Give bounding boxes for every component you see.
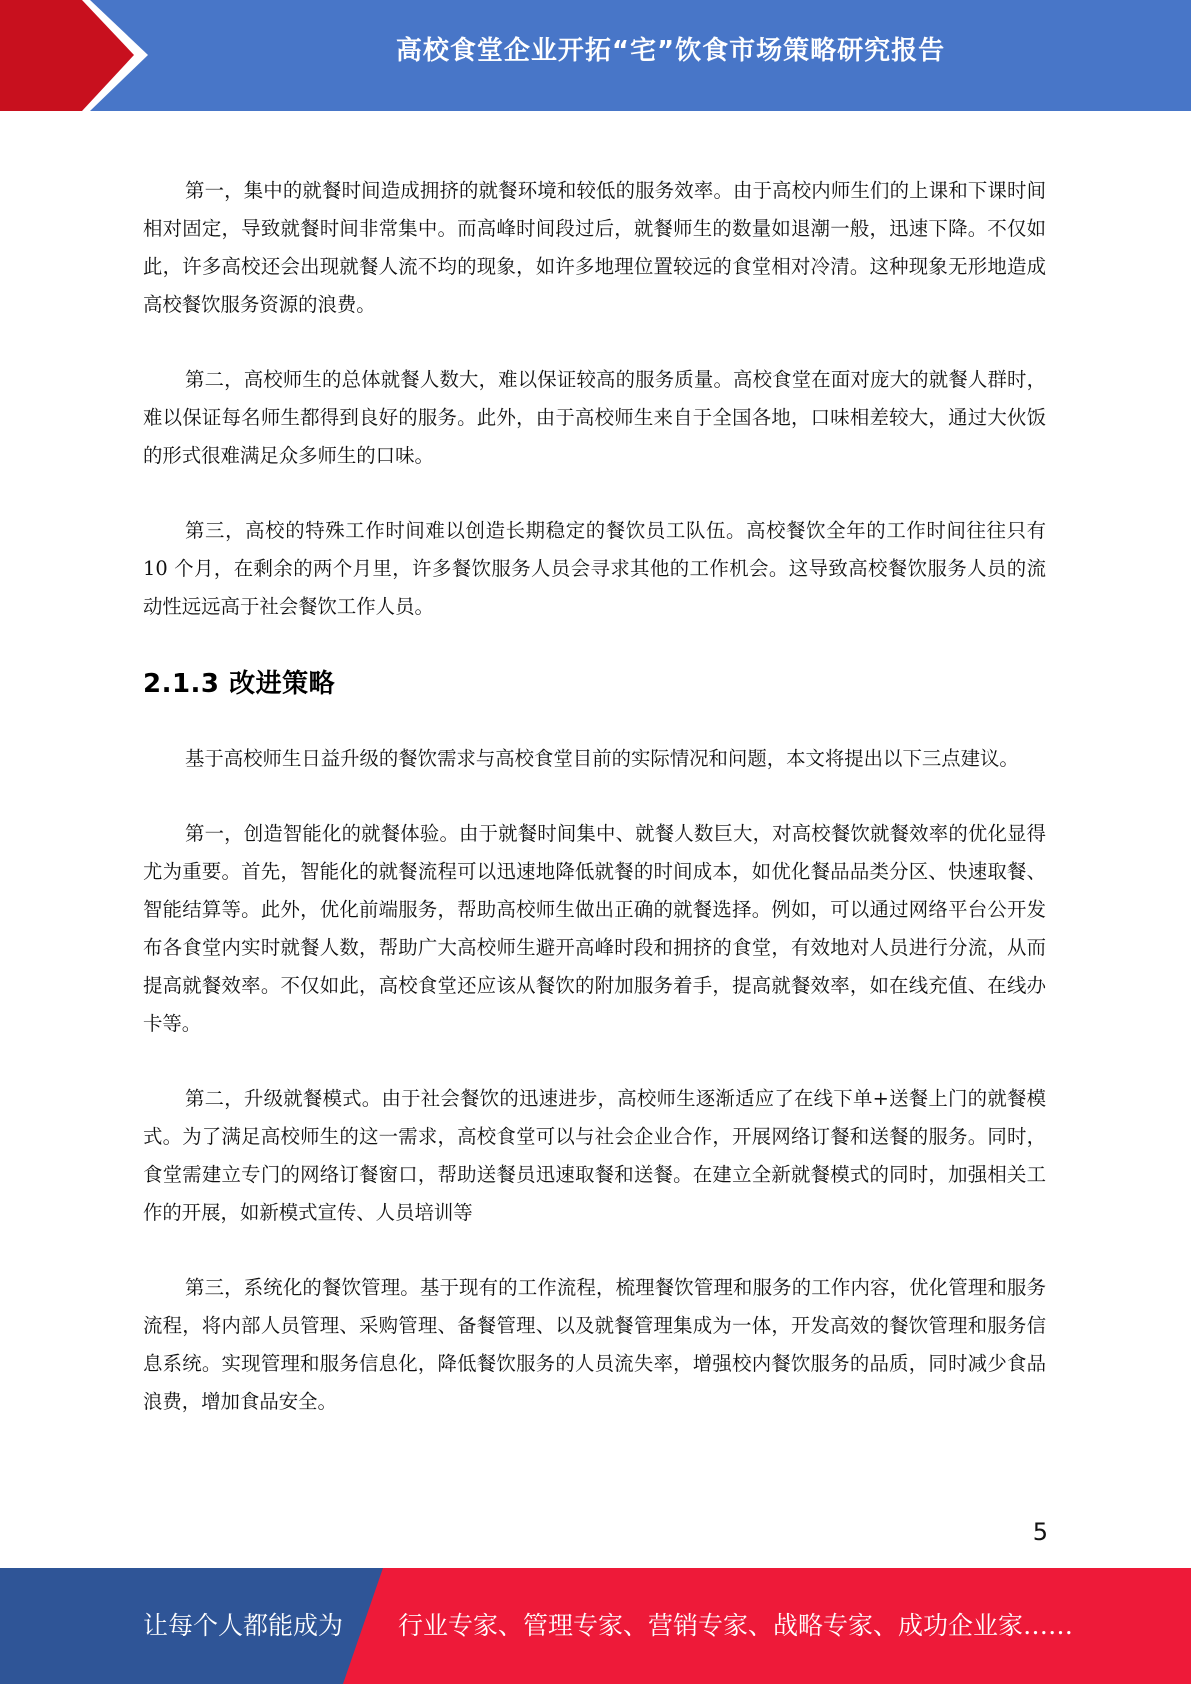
page-header — [0, 0, 1191, 111]
paragraph: 第一，创造智能化的就餐体验。由于就餐时间集中、就餐人数巨大，对高校餐饮就餐效率的优化显得尤为重要。首先，智能化的就餐流程可以迅速地降低就餐的时间成本，如优化餐品品类分区、快速取餐、智能结算等。此外，优化前端服务，帮助高校师生做出正确的就餐选择。例如，可以通过网络平台公开发布各食堂内实时就餐人数，帮助广大高校师生避开高峰时段和拥挤的食堂，有效地对人员进行分流，从而提高就餐效率。不仅如此，高校食堂还应该从餐饮的附加服务着手，提高就餐效率，如在线充值、在线办卡等。 — [143, 822, 1046, 1035]
paragraph: 第二，高校师生的总体就餐人数大，难以保证较高的服务质量。高校食堂在面对庞大的就餐人群时，难以保证每名师生都得到良好的服务。此外，由于高校师生来自于全国各地，口味相差较大，通过大伙饭的形式很难满足众多师生的口味。 — [143, 368, 1046, 467]
footer-slogan-right: 行业专家、管理专家、营销专家、战略专家、成功企业家…… — [398, 1611, 1074, 1640]
paragraph: 第三，系统化的餐饮管理。基于现有的工作流程，梳理餐饮管理和服务的工作内容，优化管理和服务流程，将内部人员管理、采购管理、备餐管理、以及就餐管理集成为一体，开发高效的餐饮管理和服务信息系统。实现管理和服务信息化，降低餐饮服务的人员流失率，增强校内餐饮服务的品质，同时减少食品浪费，增加食品安全。 — [143, 1276, 1046, 1413]
page-number: 5 — [1032, 1518, 1048, 1546]
section-heading: 2.1.3 改进策略 — [143, 669, 336, 699]
paragraph: 第一，集中的就餐时间造成拥挤的就餐环境和较低的服务效率。由于高校内师生们的上课和下课时间相对固定，导致就餐时间非常集中。而高峰时间段过后，就餐师生的数量如退潮一般，迅速下降。不仅如此，许多高校还会出现就餐人流不均的现象，如许多地理位置较远的食堂相对冷清。这种现象无形地造成高校餐饮服务资源的浪费。 — [143, 179, 1046, 316]
page-footer — [0, 1568, 1191, 1684]
paragraph: 基于高校师生日益升级的餐饮需求与高校食堂目前的实际情况和问题，本文将提出以下三点建议。 — [185, 747, 1019, 770]
paragraph: 第三，高校的特殊工作时间难以创造长期稳定的餐饮员工队伍。高校餐饮全年的工作时间往往只有 10 个月，在剩余的两个月里，许多餐饮服务人员会寻求其他的工作机会。这导致高校餐饮服务人员的流动性远远高于社会餐饮工作人员。 — [143, 519, 1046, 618]
paragraph: 第二，升级就餐模式。由于社会餐饮的迅速进步，高校师生逐渐适应了在线下单+送餐上门的就餐模式。为了满足高校师生的这一需求，高校食堂可以与社会企业合作，开展网络订餐和送餐的服务。同时，食堂需建立专门的网络订餐窗口，帮助送餐员迅速取餐和送餐。在建立全新就餐模式的同时，加强相关工作的开展，如新模式宣传、人员培训等 — [143, 1087, 1046, 1224]
document-body — [143, 172, 1046, 1458]
header-title: 高校食堂企业开拓“宅”饮食市场策略研究报告 — [395, 36, 946, 66]
footer-slogan-left: 让每个人都能成为 — [143, 1611, 344, 1640]
